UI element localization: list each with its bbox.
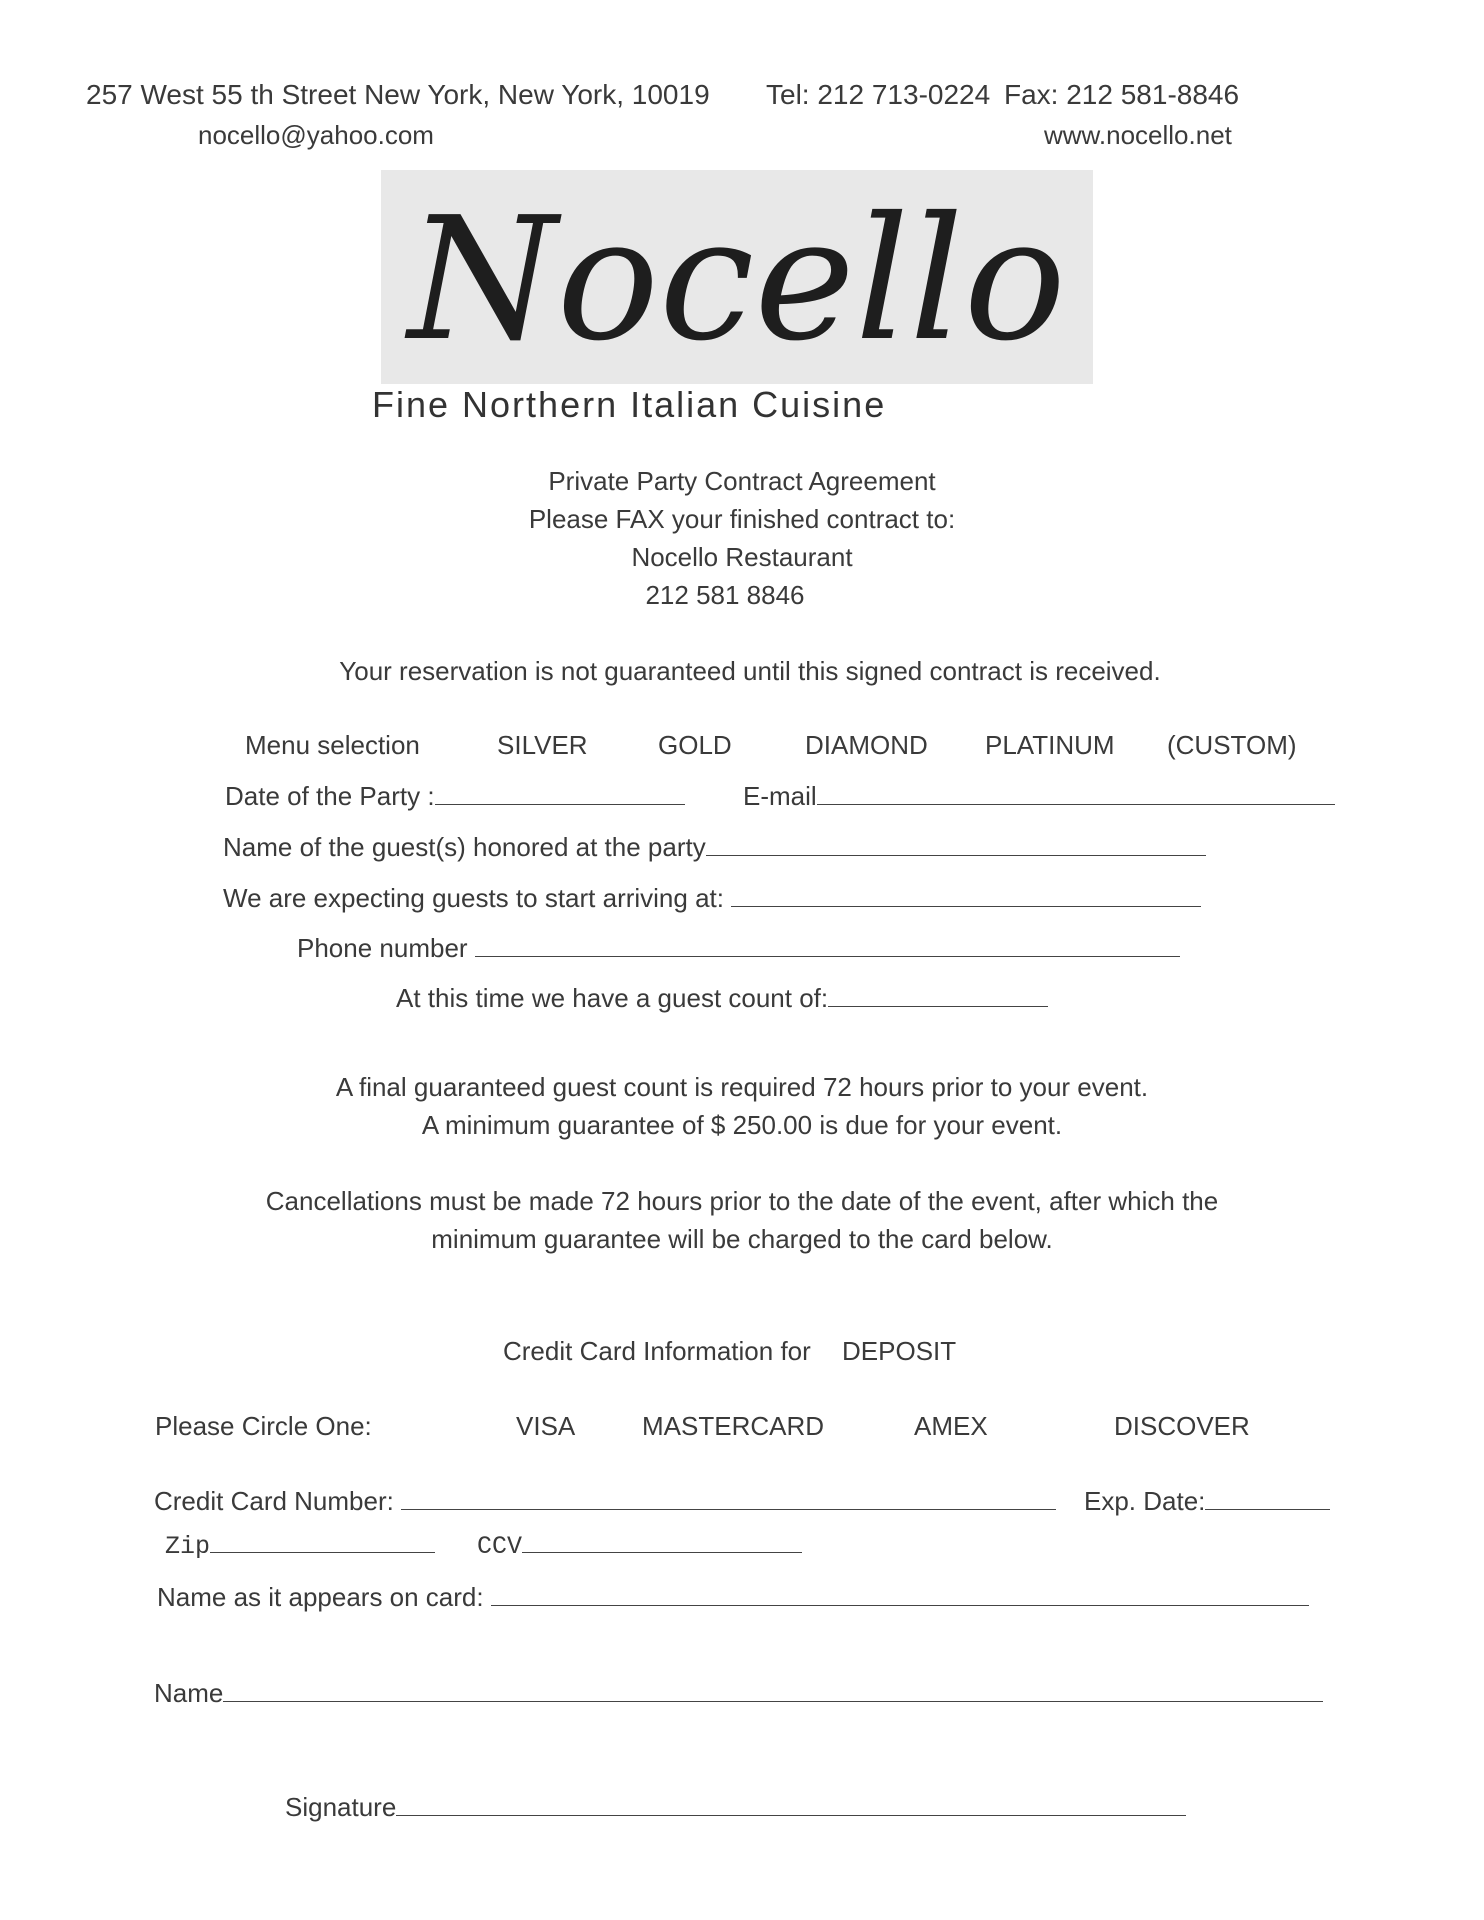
phone-label: Phone number [297,933,468,963]
guarantee-line-1: A final guaranteed guest count is required 72 hours prior to your event. [335,1072,1149,1102]
email-label: E-mail [743,781,817,811]
card-option-visa[interactable]: VISA [516,1411,576,1441]
logo-wordmark: Nocello [407,181,1067,379]
arrival-label: We are expecting guests to start arriving at: [223,883,724,913]
logo [381,170,1093,384]
menu-option-custom[interactable]: (CUSTOM) [1167,730,1297,760]
ccv-label: CCV [477,1532,523,1561]
menu-option-silver[interactable]: SILVER [497,730,588,760]
fax-number: 212 581 8846 [645,580,805,610]
honored-field[interactable] [706,833,1206,856]
guest-count-field[interactable] [828,984,1048,1007]
card-number-row [154,1486,1056,1516]
name-field[interactable] [223,1679,1323,1702]
exp-date-row [1084,1486,1330,1516]
name-row [154,1678,1323,1708]
arrival-field[interactable] [731,884,1201,907]
phone-row [297,933,1180,963]
signature-row [285,1792,1186,1822]
name-on-card-label: Name as it appears on card: [157,1582,484,1612]
credit-heading [503,1336,956,1366]
header-website[interactable]: www.nocello.net [1044,120,1232,150]
ccv-field[interactable] [522,1530,802,1553]
name-label: Name [154,1678,224,1708]
honored-row [223,832,1206,862]
exp-date-field[interactable] [1205,1487,1330,1510]
guest-count-row [396,983,1048,1013]
header-address: 257 West 55 th Street New York, New York, 10019 [86,79,710,110]
credit-heading-label: Credit Card Information for [503,1336,811,1366]
header-tel: Tel: 212 713-0224 [766,79,991,110]
phone-field[interactable] [475,934,1180,957]
name-on-card-field[interactable] [491,1583,1309,1606]
circle-one-label: Please Circle One: [155,1411,372,1441]
card-option-mastercard[interactable]: MASTERCARD [642,1411,825,1441]
email-row [743,781,1335,811]
header-fax: Fax: 212 581-8846 [1004,79,1240,110]
ccv-row [477,1530,802,1562]
reservation-notice: Your reservation is not guaranteed until this signed contract is received. [339,656,1161,686]
zip-row [165,1530,435,1562]
email-field[interactable] [817,782,1335,805]
card-number-label: Credit Card Number: [154,1486,394,1516]
restaurant-name: Nocello Restaurant [631,542,853,572]
guarantee-line-2: A minimum guarantee of $ 250.00 is due for your event. [421,1110,1063,1140]
exp-date-label: Exp. Date: [1084,1486,1206,1516]
date-field[interactable] [435,782,685,805]
card-option-amex[interactable]: AMEX [914,1411,988,1441]
zip-field[interactable] [210,1530,435,1553]
card-number-field[interactable] [401,1487,1056,1510]
cancellation-line-1: Cancellations must be made 72 hours prior to the date of the event, after which the [265,1186,1219,1216]
cancellation-line-2: minimum guarantee will be charged to the card below. [431,1224,1053,1254]
date-label: Date of the Party : [225,781,435,811]
header-email[interactable]: nocello@yahoo.com [198,120,434,150]
contract-title: Private Party Contract Agreement [548,466,936,496]
menu-option-gold[interactable]: GOLD [658,730,732,760]
fax-instruction: Please FAX your finished contract to: [528,504,956,534]
date-row [225,781,685,811]
menu-option-diamond[interactable]: DIAMOND [805,730,928,760]
signature-label: Signature [285,1792,397,1822]
card-option-discover[interactable]: DISCOVER [1114,1411,1250,1441]
honored-label: Name of the guest(s) honored at the party [223,832,706,862]
name-on-card-row [157,1582,1309,1612]
guest-count-label: At this time we have a guest count of: [396,983,829,1013]
signature-field[interactable] [396,1793,1186,1816]
menu-selection-label: Menu selection [245,730,420,760]
credit-heading-deposit: DEPOSIT [842,1336,957,1366]
tagline: Fine Northern Italian Cuisine [372,384,887,425]
arrival-row [223,883,1201,913]
zip-label: Zip [165,1532,211,1561]
menu-option-platinum[interactable]: PLATINUM [985,730,1115,760]
